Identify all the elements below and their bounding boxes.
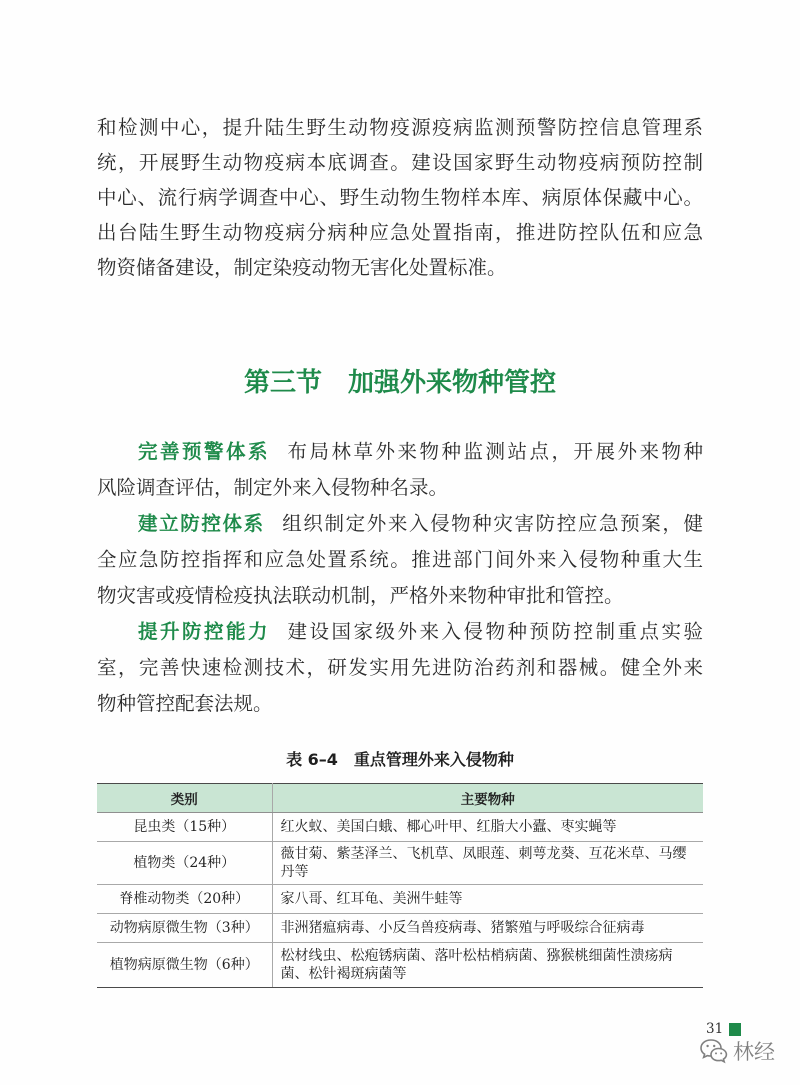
watermark	[699, 1037, 775, 1065]
table-row	[97, 914, 703, 943]
table-header-row	[97, 784, 703, 813]
column-header-species: 主要物种	[272, 784, 703, 813]
text-line: 全应急防控指挥和应急处置系统。推进部门间外来入侵物种重大生	[97, 548, 703, 571]
category-cell: 动物病原微生物（3种）	[97, 914, 272, 943]
species-cell	[272, 914, 703, 943]
text-line: 中心、流行病学调查中心、野生动物生物样本库、病原体保藏中心。	[97, 186, 703, 209]
section-heading: 第三节 加强外来物种管控	[243, 368, 556, 398]
section-body	[97, 434, 703, 722]
table-row	[97, 813, 703, 842]
species-cell	[272, 943, 703, 988]
paragraph-control-capacity	[97, 614, 703, 722]
species-line: 菌、松针褐斑病菌等	[280, 966, 407, 982]
text-line: 出台陆生野生动物疫病分病种应急处置指南，推进防控队伍和应急	[97, 221, 703, 244]
paragraph-lead-term: 建立防控体系	[138, 512, 265, 535]
text-run: 组织制定外来入侵物种灾害防控应急预案，健	[282, 512, 703, 535]
watermark-text: 林经	[733, 1040, 775, 1064]
paragraph-lead-term: 提升防控能力	[138, 620, 270, 643]
table-caption: 表 6–4 重点管理外来入侵物种	[286, 750, 514, 769]
wechat-icon	[699, 1038, 733, 1064]
species-cell	[272, 885, 703, 914]
intro-paragraph	[97, 110, 703, 285]
category-cell: 植物类（24种）	[97, 842, 272, 885]
table-row	[97, 885, 703, 914]
category-cell: 脊椎动物类（20种）	[97, 885, 272, 914]
text-line: 和检测中心，提升陆生野生动物疫源疫病监测预警防控信息管理系	[97, 116, 703, 139]
species-line: 红火蚁、美国白蛾、椰心叶甲、红脂大小蠹、枣实蝇等	[280, 818, 617, 835]
page-number	[706, 1021, 741, 1037]
table-row	[97, 842, 703, 885]
column-header-category: 类别	[97, 784, 272, 813]
text-run: 建设国家级外来入侵物种预防控制重点实验	[287, 620, 703, 643]
text-line: 室，完善快速检测技术，研发实用先进防治药剂和器械。健全外来	[97, 656, 703, 679]
page-marker-square	[729, 1023, 741, 1036]
text-line	[97, 434, 703, 470]
text-line: 物资储备建设，制定染疫动物无害化处置标准。	[97, 256, 507, 279]
paragraph-control-system	[97, 506, 703, 614]
text-line	[97, 506, 703, 542]
species-cell	[272, 813, 703, 842]
page-number-text: 31	[706, 1021, 724, 1037]
paragraph-lead-term: 完善预警体系	[138, 440, 270, 463]
table-row	[97, 943, 703, 988]
text-line: 统，开展野生动物疫病本底调查。建设国家野生动物疫病预防控制	[97, 151, 703, 174]
species-line: 丹等	[280, 864, 309, 880]
text-run: 布局林草外来物种监测站点，开展外来物种	[287, 440, 703, 463]
text-line: 风险调查评估，制定外来入侵物种名录。	[97, 476, 449, 499]
species-cell	[272, 842, 703, 885]
species-line: 薇甘菊、紫茎泽兰、飞机草、凤眼莲、刺萼龙葵、互花米草、马缨	[280, 845, 687, 862]
invasive-species-table	[97, 783, 703, 988]
species-line: 松材线虫、松疱锈病菌、落叶松枯梢病菌、猕猴桃细菌性溃疡病	[280, 947, 673, 964]
category-cell: 植物病原微生物（6种）	[97, 943, 272, 988]
paragraph-early-warning	[97, 434, 703, 506]
species-line: 家八哥、红耳龟、美洲牛蛙等	[280, 890, 463, 907]
text-line: 物灾害或疫情检疫执法联动机制，严格外来物种审批和管控。	[97, 584, 624, 607]
text-line: 物种管控配套法规。	[97, 692, 273, 715]
category-cell: 昆虫类（15种）	[97, 813, 272, 842]
species-line: 非洲猪瘟病毒、小反刍兽疫病毒、猪繁殖与呼吸综合征病毒	[280, 919, 645, 936]
text-line	[97, 614, 703, 650]
